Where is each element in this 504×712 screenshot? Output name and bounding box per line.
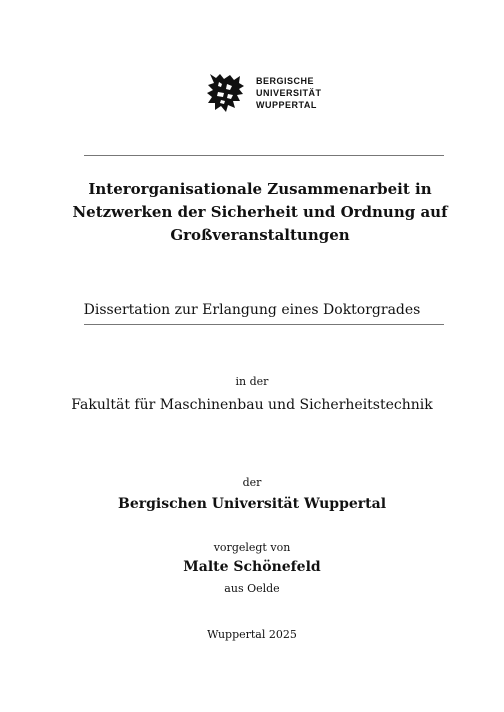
university-line-3: WUPPERTAL <box>256 100 317 110</box>
author-prefix: vorgelegt von <box>213 541 291 554</box>
university-logo <box>206 72 326 114</box>
university-wordmark <box>256 75 322 111</box>
author-name: Malte Schönefeld <box>183 559 321 575</box>
lion-emblem-icon <box>206 72 246 114</box>
author-origin: aus Oelde <box>224 582 280 595</box>
place-and-year: Wuppertal 2025 <box>207 628 297 641</box>
institution-name: Bergischen Universität Wuppertal <box>117 496 387 512</box>
faculty-prefix: in der <box>235 375 269 388</box>
dissertation-title <box>60 178 460 247</box>
dissertation-purpose: Dissertation zur Erlangung eines Doktorgrades <box>83 302 421 318</box>
title-line-2: Netzwerken der Sicherheit und Ordnung auf <box>72 203 448 221</box>
university-line-1: BERGISCHE <box>256 76 315 86</box>
title-line-3: Großveranstaltungen <box>170 226 350 244</box>
university-line-2: UNIVERSITÄT <box>256 88 322 98</box>
faculty-name: Fakultät für Maschinenbau und Sicherheitstechnik <box>71 397 433 413</box>
purpose-divider <box>84 324 444 325</box>
institution-prefix: der <box>242 476 262 489</box>
top-divider <box>84 155 444 156</box>
title-line-1: Interorganisationale Zusammenarbeit in <box>88 180 432 198</box>
